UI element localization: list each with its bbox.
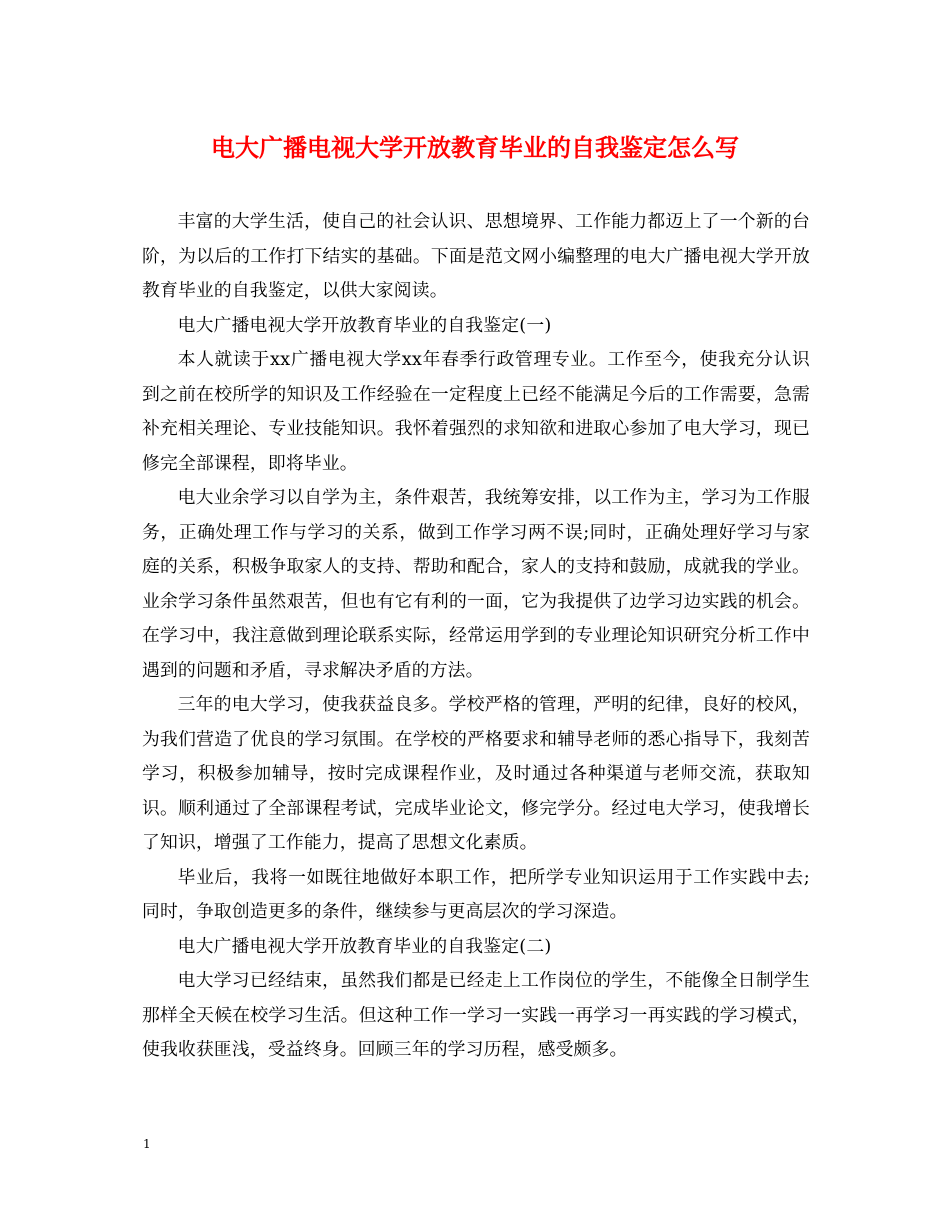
document-body: [142, 205, 810, 1068]
page-number: 1: [143, 1137, 151, 1151]
section-heading-1: 电大广播电视大学开放教育毕业的自我鉴定(一): [177, 314, 552, 336]
section-heading-2: 电大广播电视大学开放教育毕业的自我鉴定(二): [177, 935, 552, 957]
paragraph: 电大业余学习以自学为主，条件艰苦，我统筹安排，以工作为主，学习为工作服务，正确处理工作与学习的关系，做到工作学习两不误;同时，正确处理好学习与家庭的关系，积极争取家人的支持、帮助和配合，家人的支持和鼓励，成就我的学业。业余学习条件虽然艰苦，但也有它有利的一面，它为我提供了边学习边实践的机会。在学习中，我注意做到理论联系实际，经常运用学到的专业理论知识研究分析工作中遇到的问题和矛盾，寻求解决矛盾的方法。: [142, 487, 810, 681]
paragraph: 毕业后，我将一如既往地做好本职工作，把所学专业知识运用于工作实践中去;同时，争取创造更多的条件，继续参与更高层次的学习深造。: [142, 866, 810, 922]
paragraph: 电大学习已经结束，虽然我们都是已经走上工作岗位的学生，不能像全日制学生那样全天候在校学习生活。但这种工作一学习一实践一再学习一再实践的学习模式，使我收获匪浅，受益终身。回顾三年的学习历程，感受颇多。: [142, 970, 810, 1060]
document-title: 电大广播电视大学开放教育毕业的自我鉴定怎么写: [211, 133, 739, 162]
paragraph-intro: 丰富的大学生活，使自己的社会认识、思想境界、工作能力都迈上了一个新的台阶，为以后的工作打下结实的基础。下面是范文网小编整理的电大广播电视大学开放教育毕业的自我鉴定，以供大家阅读。: [142, 211, 810, 301]
paragraph: 三年的电大学习，使我获益良多。学校严格的管理，严明的纪律，良好的校风，为我们营造了优良的学习氛围。在学校的严格要求和辅导老师的悉心指导下，我刻苦学习，积极参加辅导，按时完成课程作业，及时通过各种渠道与老师交流，获取知识。顺利通过了全部课程考试，完成毕业论文，修完学分。经过电大学习，使我增长了知识，增强了工作能力，提高了思想文化素质。: [142, 694, 810, 853]
paragraph: 本人就读于xx广播电视大学xx年春季行政管理专业。工作至今，使我充分认识到之前在校所学的知识及工作经验在一定程度上已经不能满足今后的工作需要，急需补充相关理论、专业技能知识。我怀着强烈的求知欲和进取心参加了电大学习，现已修完全部课程，即将毕业。: [142, 349, 810, 474]
